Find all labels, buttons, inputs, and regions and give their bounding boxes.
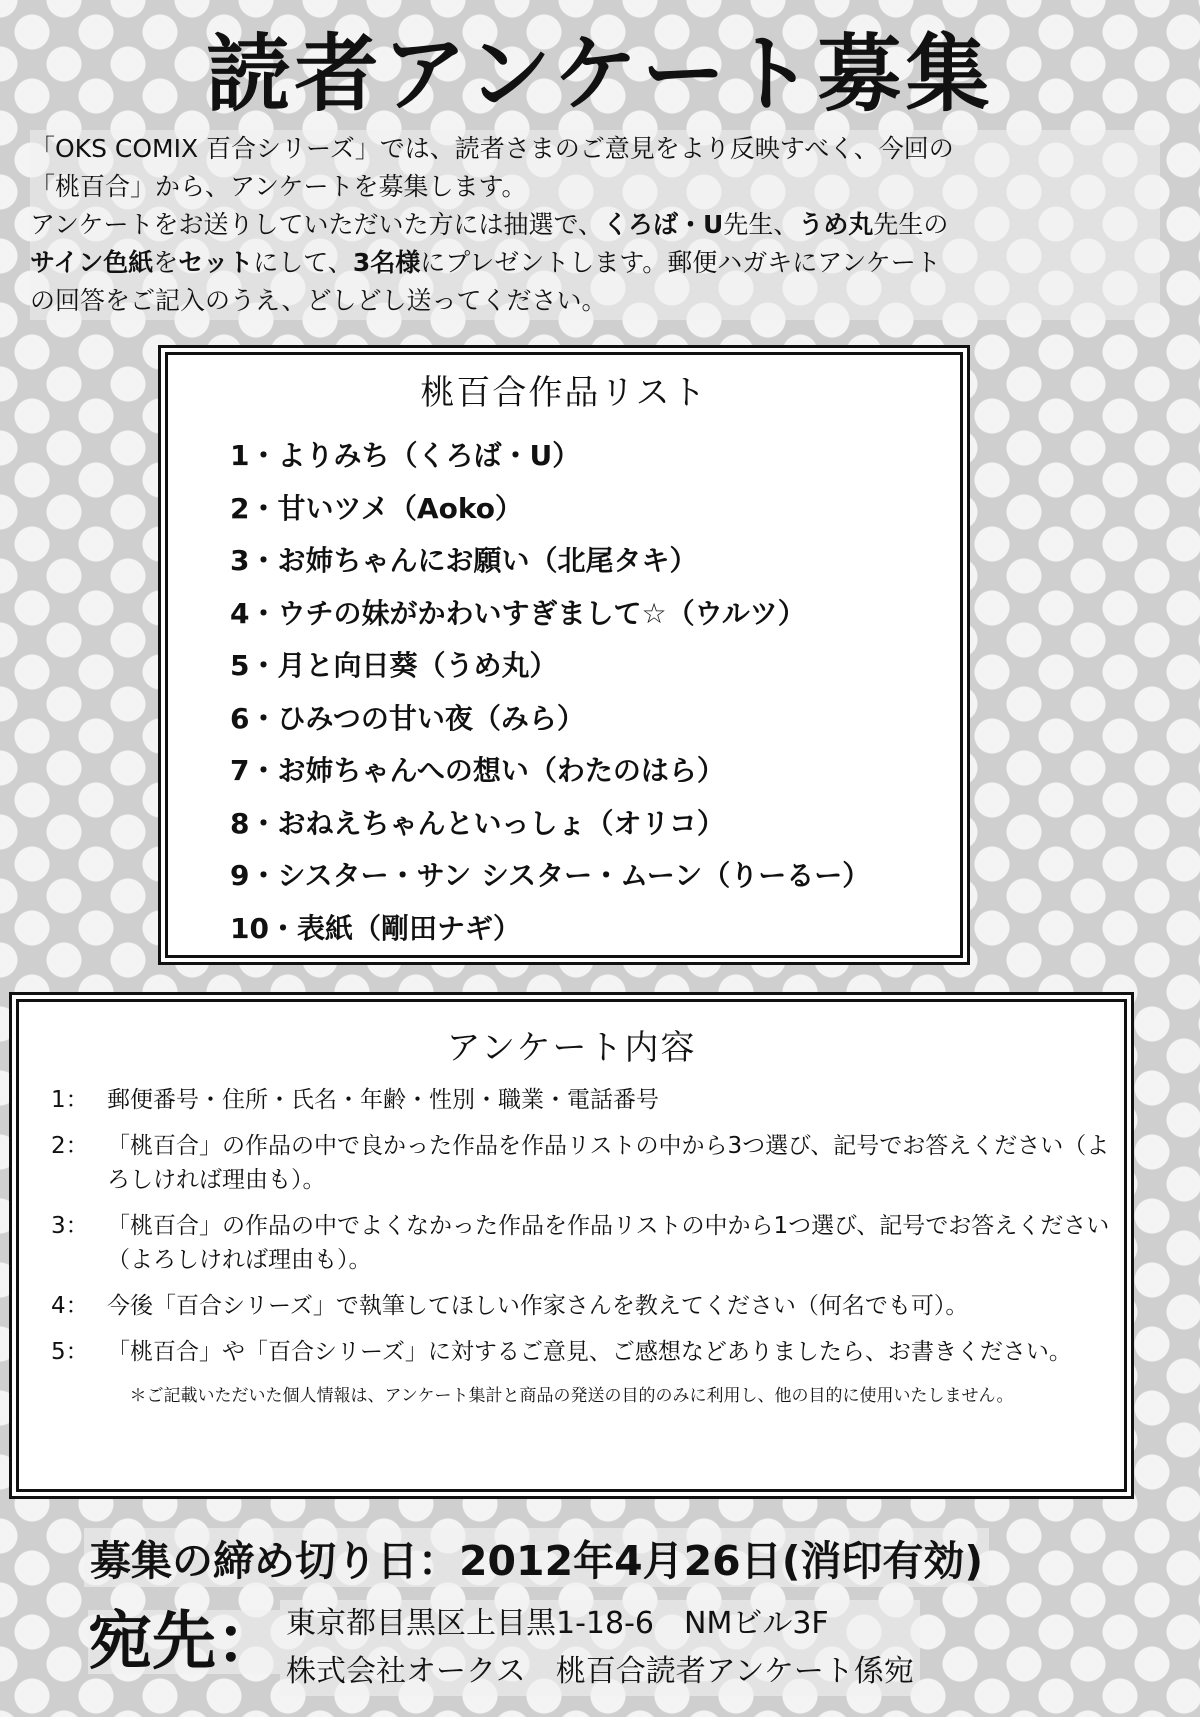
- survey-question: [51, 1129, 1111, 1197]
- prize-name: サイン色紙: [30, 248, 154, 277]
- question-number: 1：: [51, 1087, 89, 1113]
- work-item: 1・よりみち（くろば・U）: [230, 439, 581, 472]
- winner-count: 3名様: [352, 248, 421, 277]
- intro-text-span: にプレゼントします。郵便ハガキにアンケート: [420, 248, 941, 277]
- intro-line: 「桃百合」から、アンケートを募集します。: [30, 172, 527, 201]
- intro-line: 「OKS COMIX 百合シリーズ」では、読者さまのご意見をより反映すべく、今回の: [30, 134, 954, 163]
- survey-question: [51, 1209, 1111, 1277]
- works-list-title: 桃百合作品リスト: [420, 373, 708, 413]
- work-item: 8・おねえちゃんといっしょ（オリコ）: [230, 806, 725, 840]
- work-item: 2・甘いツメ（Aoko）: [230, 491, 523, 525]
- deadline: 募集の締め切り日：2012年4月26日(消印有効): [84, 1528, 989, 1587]
- survey-question: [51, 1083, 1111, 1117]
- work-item: 5・月と向日葵（うめ丸）: [230, 649, 558, 682]
- question-number: 4：: [51, 1293, 89, 1319]
- works-list: [230, 430, 960, 955]
- intro-text-span: にして、: [253, 248, 353, 277]
- intro-text-span: 先生の: [873, 210, 949, 239]
- work-item: 7・お姉ちゃんへの想い（わたのはら）: [230, 754, 725, 787]
- question-number: 3：: [51, 1213, 89, 1239]
- works-list-box: [165, 352, 963, 958]
- survey-box: [16, 999, 1127, 1492]
- address-label: 宛先：: [88, 1605, 280, 1679]
- address: [280, 1600, 920, 1696]
- privacy-note: ＊ご記載いただいた個人情報は、アンケート集計と商品の発送の目的のみに利用し、他の目的に使用いたしません。: [129, 1386, 1014, 1406]
- survey-question: [51, 1335, 1111, 1369]
- question-text: 「桃百合」の作品の中で良かった作品を作品リストの中から3つ選び、記号でお答えください（よろしければ理由も）。: [107, 1133, 1110, 1193]
- intro-text-span: 先生、: [723, 210, 799, 239]
- address-line: 東京都目黒区上目黒1-18-6 NMビル3F: [286, 1606, 829, 1641]
- survey-title: アンケート内容: [446, 1028, 697, 1068]
- work-item: 3・お姉ちゃんにお願い（北尾タキ）: [230, 544, 698, 577]
- work-item: 9・シスター・サン シスター・ムーン（りーるー）: [230, 859, 871, 892]
- question-text: 郵便番号・住所・氏名・年齢・性別・職業・電話番号: [107, 1087, 659, 1113]
- survey-question-list: [51, 1083, 1111, 1369]
- intro-text: [30, 130, 1160, 320]
- page-title: 読者アンケート募集: [206, 25, 994, 123]
- work-item: 10・表紙（剛田ナギ）: [230, 911, 521, 945]
- address-line: 株式会社オークス 桃百合読者アンケート係宛: [286, 1654, 914, 1689]
- question-text: 「桃百合」や「百合シリーズ」に対するご意見、ご感想などありましたら、お書きください。: [107, 1339, 1072, 1365]
- intro-line: [30, 206, 1160, 244]
- work-item: 6・ひみつの甘い夜（みら）: [230, 701, 585, 735]
- prize-set: セット: [178, 248, 254, 277]
- question-number: 2：: [51, 1133, 89, 1159]
- question-text: 「桃百合」の作品の中でよくなかった作品を作品リストの中から1つ選び、記号でお答えください（よろしければ理由も）。: [107, 1213, 1110, 1273]
- work-item: 4・ウチの妹がかわいすぎまして☆（ウルツ）: [230, 596, 806, 630]
- intro-line: [30, 244, 1160, 282]
- intro-text-span: アンケートをお送りしていただいた方には抽選で、: [30, 210, 604, 239]
- intro-text-span: を: [153, 248, 179, 277]
- question-number: 5：: [51, 1339, 89, 1365]
- question-text: 今後「百合シリーズ」で執筆してほしい作家さんを教えてください（何名でも可）。: [107, 1293, 969, 1319]
- survey-question: [51, 1289, 1111, 1323]
- intro-line: の回答をご記入のうえ、どしどし送ってください。: [30, 286, 607, 315]
- author-name: くろば・U: [603, 210, 724, 239]
- author-name: うめ丸: [798, 210, 874, 239]
